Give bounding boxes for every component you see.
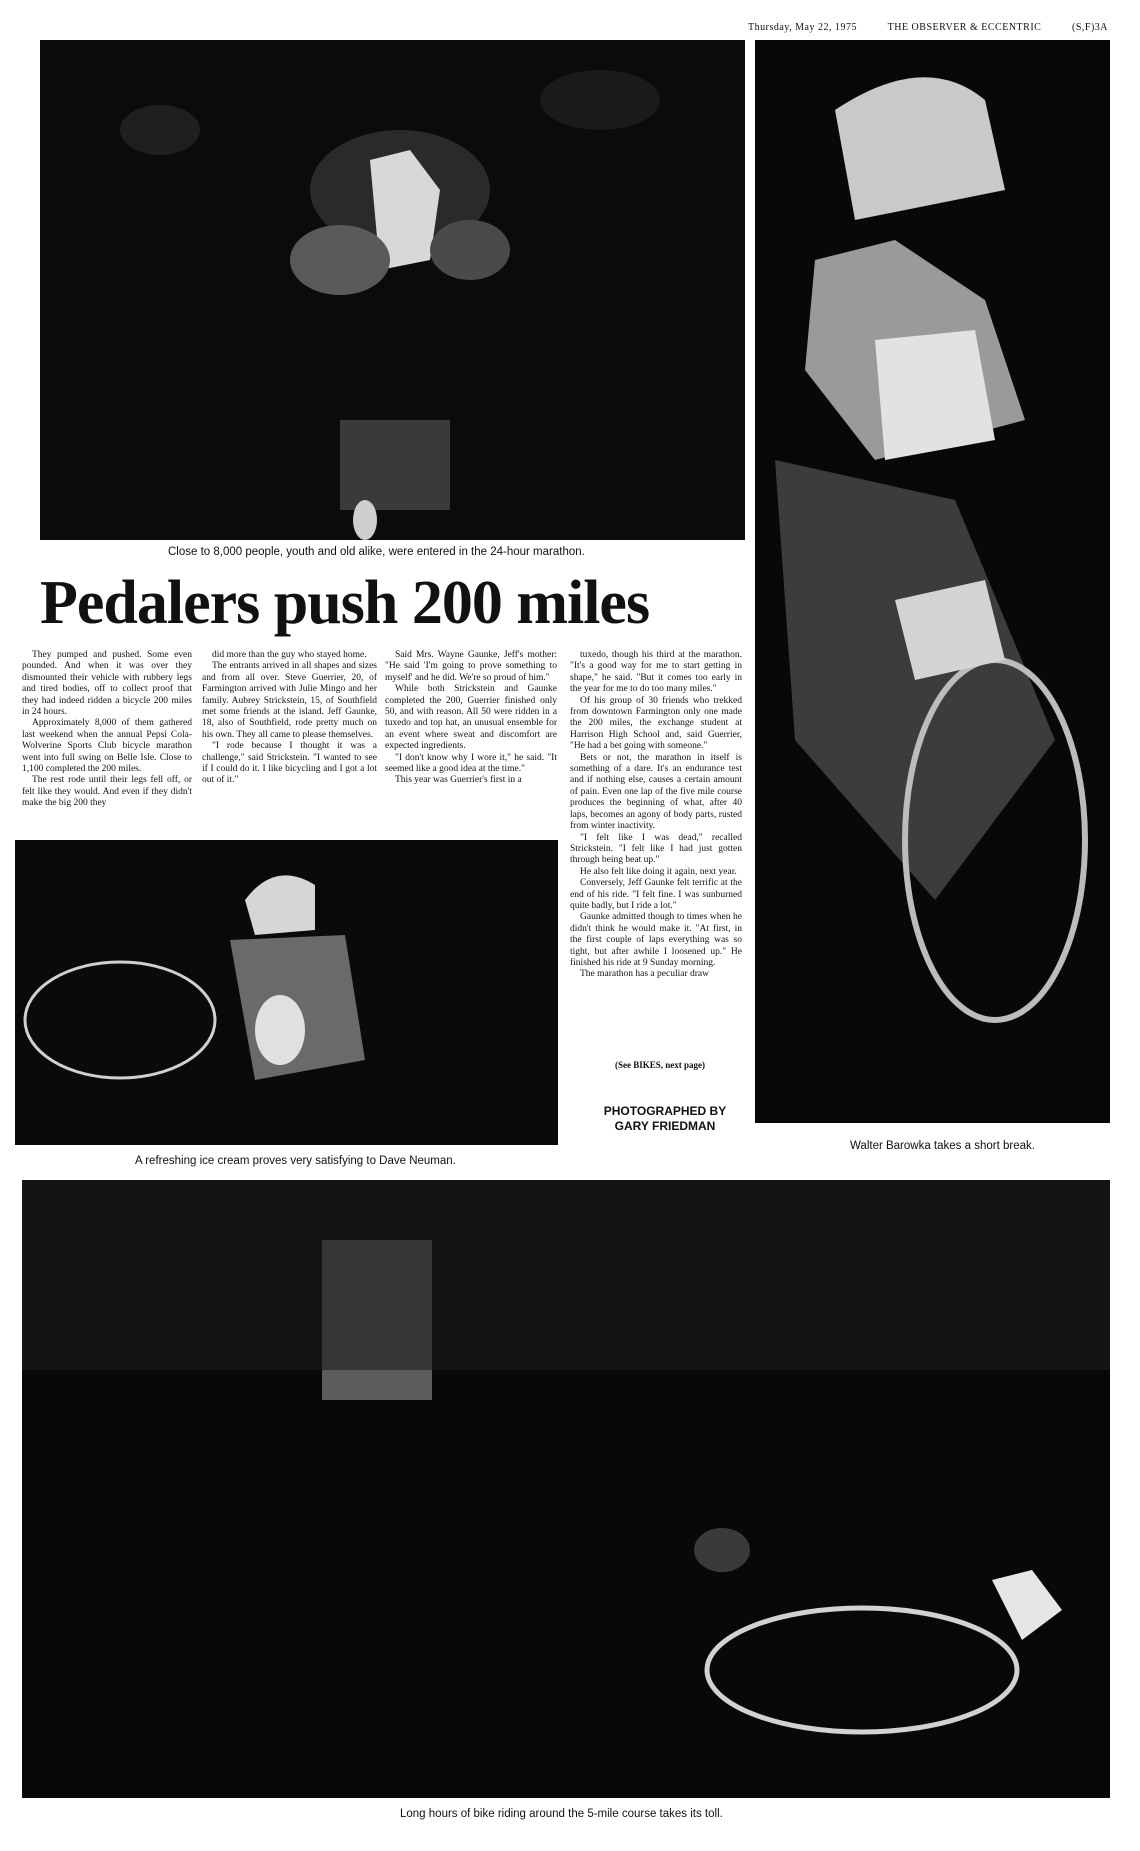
story-paragraph: Approximately 8,000 of them gathered last weekend when the annual Pepsi Cola-Wolverine Sports Club bicycle marathon went into full swing on Belle Isle. Close to 1,100 completed the 200 miles. xyxy=(22,718,192,775)
story-paragraph: He also felt like doing it again, next year. xyxy=(580,866,737,877)
story-paragraph: Bets or not, the marathon in itself is something of a dare. It's an endurance test and if nothing else, causes a certain amount of pain. Even one lap of the five mile course produces the beginning of what, after 40 laps, becomes an agony of body parts, rusted from winter inactivity. xyxy=(570,752,742,832)
masthead-paper: THE OBSERVER & ECCENTRIC xyxy=(887,22,1042,33)
story-paragraph: The marathon has a peculiar draw xyxy=(580,969,709,980)
story-paragraph: "I rode because I thought it was a challenge," said Strickstein. "I wanted to see if I could do it. I like bicycling and I got a lot out of it." xyxy=(202,741,377,786)
caption-fallen-rider: Long hours of bike riding around the 5-mile course takes its toll. xyxy=(400,1808,723,1820)
story-paragraph: Gaunke admitted though to times when he didn't think he would make it. "At first, in the first couple of laps everything was so tight, but after awhile I loosened up." He finished his ride at 9 Sunday morning. xyxy=(570,912,742,968)
caption-ice-cream: A refreshing ice cream proves very satisfying to Dave Neuman. xyxy=(135,1155,456,1167)
story-column-3 xyxy=(385,650,557,825)
story-paragraph: The entrants arrived in all shapes and sizes and from all over. Steve Guerrier, 20, of Farmington arrived with Julie Mingo and her family. Aubrey Strickstein, 15, of Southfield met some friends at the island. Jeff Gaunke, 18, also of Southfield, rode pretty much on his own. They all came to please themselves. xyxy=(202,661,377,740)
story-paragraph: While both Strickstein and Gaunke completed the 200, Guerrier finished only 50, and with reason. All 50 were ridden in a tuxedo and top hat, an unusual ensemble for an event where sweat and discomfort are expected ingredients. xyxy=(385,684,557,752)
photo-crowd xyxy=(40,40,745,540)
story-paragraph: "I don't know why I wore it," he said. "It seemed like a good idea at the time." xyxy=(385,752,557,775)
photo-ice-cream xyxy=(15,840,558,1145)
photo-walter-barowka xyxy=(755,40,1110,1123)
photo-credit xyxy=(585,1104,745,1134)
photo-fallen-rider xyxy=(22,1180,1110,1798)
caption-walter-barowka: Walter Barowka takes a short break. xyxy=(850,1140,1035,1152)
caption-crowd: Close to 8,000 people, youth and old alike, were entered in the 24-hour marathon. xyxy=(168,546,585,558)
masthead-page: (S,F)3A xyxy=(1071,22,1108,33)
story-paragraph: did more than the guy who stayed home. xyxy=(212,650,367,660)
photo-credit-line1: PHOTOGRAPHED BY xyxy=(603,1104,727,1118)
story-paragraph: Said Mrs. Wayne Gaunke, Jeff's mother: "He said 'I'm going to prove something to myself' and he did. We're so proud of him." xyxy=(385,650,557,683)
masthead-date: Thursday, May 22, 1975 xyxy=(748,22,857,33)
story-column-4 xyxy=(570,650,742,1055)
photo-credit-line2: GARY FRIEDMAN xyxy=(614,1119,716,1133)
masthead xyxy=(748,22,1108,38)
story-column-2 xyxy=(202,650,377,825)
story-paragraph: The rest rode until their legs fell off, or felt like they would. And even if they didn't make the big 200 they xyxy=(22,775,192,809)
story-paragraph: "I felt like I was dead," recalled Strickstein. "I felt like I had just gotten through being beat up." xyxy=(570,832,742,866)
story-paragraph: They pumped and pushed. Some even pounded. And when it was over they dismounted their vehicle with rubbery legs and tired bodies, off to collect proof that they had indeed ridden a bicycle 200 miles in 24 hours. xyxy=(22,650,192,718)
story-paragraph: tuxedo, though his third at the marathon. "It's a good way for me to start getting in shape," he said. "But it comes too early in the year for me to do too many miles." xyxy=(570,650,742,695)
continued-notice: (See BIKES, next page) xyxy=(615,1060,705,1070)
story-paragraph: Of his group of 30 friends who trekked from downtown Farmington only one made the 200 miles, the exchange student at Harrison High School and, said Guerrier, "He had a bet going with someone." xyxy=(570,695,742,752)
story-paragraph: This year was Guerrier's first in a xyxy=(395,775,522,786)
story-column-1 xyxy=(22,650,192,825)
headline: Pedalers push 200 miles xyxy=(40,569,650,637)
story-paragraph: Conversely, Jeff Gaunke felt terrific at the end of his ride. "I felt fine. I was sunburned quite badly, but I ride a lot." xyxy=(570,878,742,911)
